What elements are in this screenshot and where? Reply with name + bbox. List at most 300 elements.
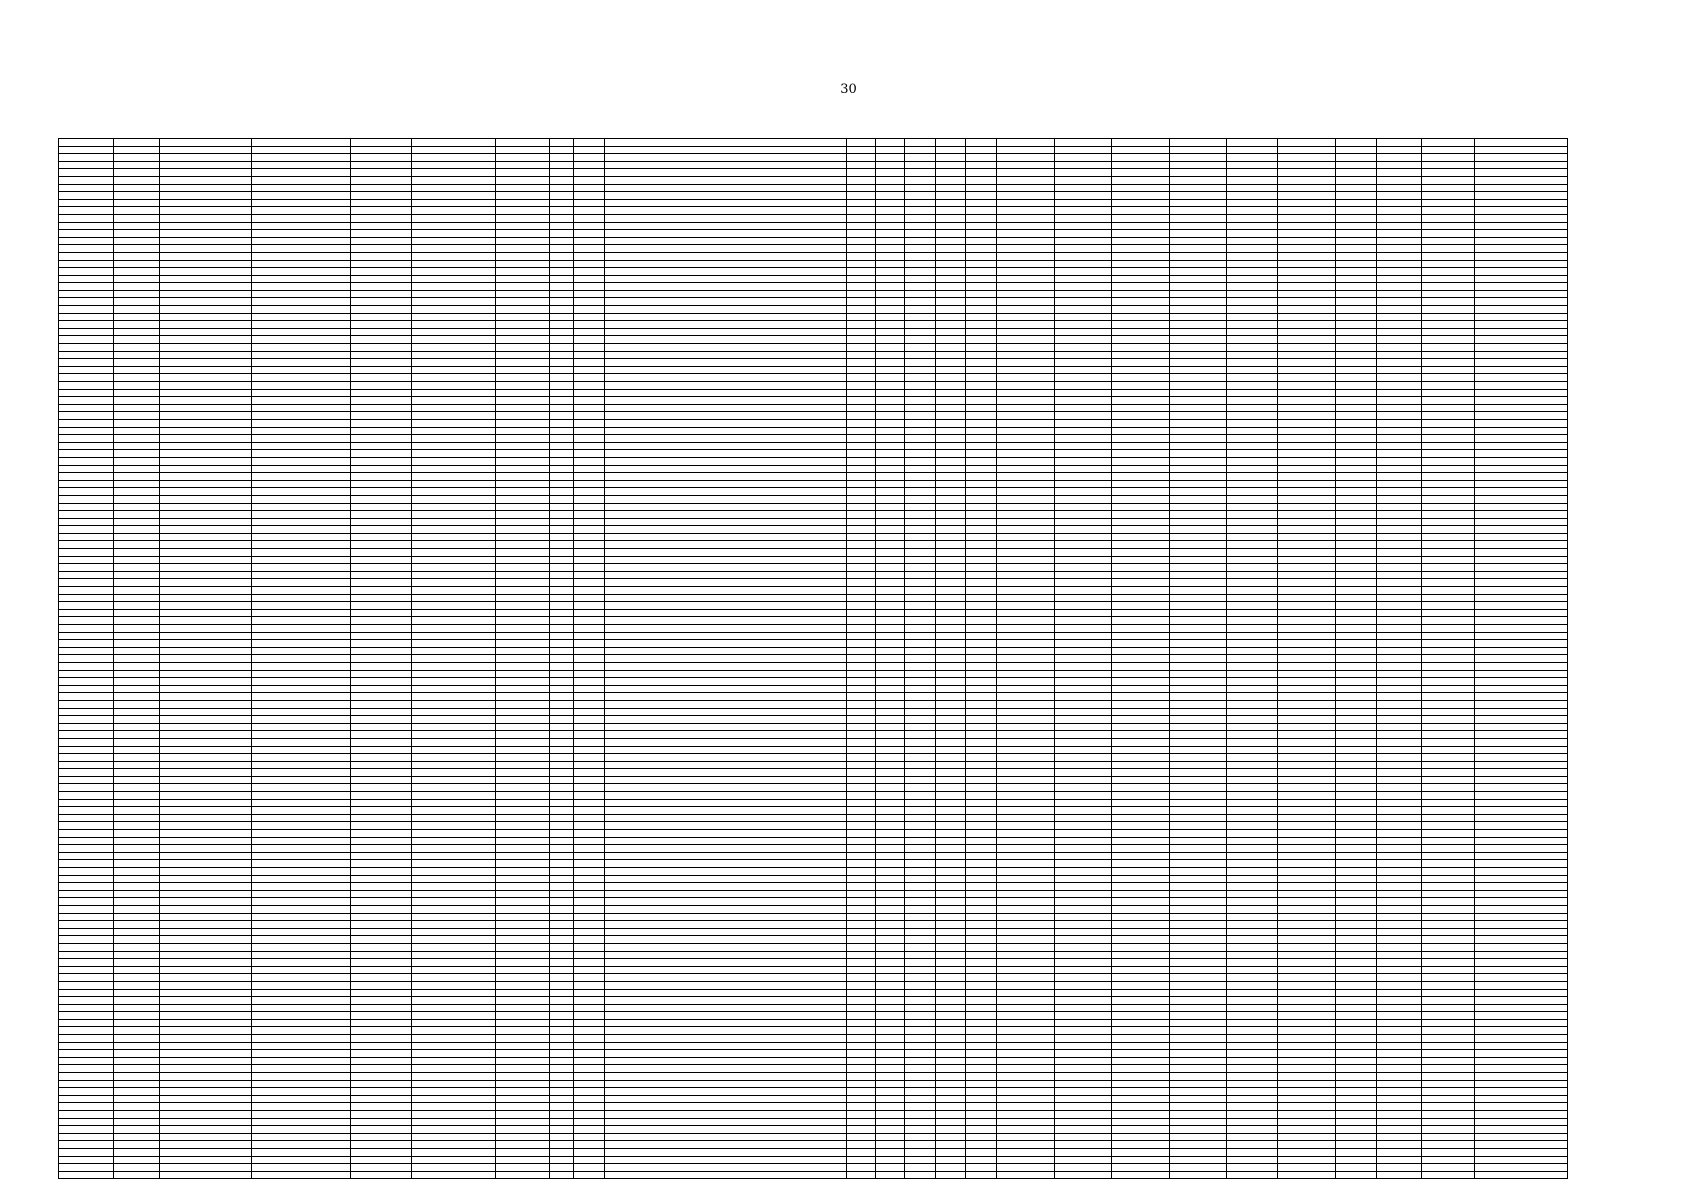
table-cell [876, 518, 905, 526]
table-cell [412, 374, 496, 382]
table-cell [1169, 1042, 1226, 1050]
table-row [59, 139, 1568, 147]
table-cell [876, 890, 905, 898]
table-cell [1278, 913, 1335, 921]
table-cell [1112, 427, 1169, 435]
table-cell [1422, 966, 1475, 974]
table-cell [159, 822, 251, 830]
table-cell [1376, 298, 1421, 306]
table-cell [1422, 1148, 1475, 1156]
table-cell [350, 571, 412, 579]
table-cell [549, 154, 574, 162]
table-cell [1376, 1004, 1421, 1012]
table-cell [1112, 161, 1169, 169]
table-cell [1422, 716, 1475, 724]
table-cell [997, 754, 1054, 762]
table-cell [1227, 503, 1278, 511]
table-cell [904, 161, 935, 169]
table-cell [574, 237, 605, 245]
table-cell [1227, 928, 1278, 936]
table-cell [159, 222, 251, 230]
table-cell [549, 245, 574, 253]
table-cell [904, 769, 935, 777]
table-cell [904, 579, 935, 587]
table-cell [876, 1164, 905, 1172]
table-cell [350, 989, 412, 997]
table-cell [876, 898, 905, 906]
table-cell [1278, 328, 1335, 336]
table-cell [935, 845, 966, 853]
table-cell [1422, 693, 1475, 701]
table-cell [251, 541, 350, 549]
table-cell [1422, 723, 1475, 731]
table-cell [1422, 313, 1475, 321]
table-cell [1112, 594, 1169, 602]
table-row [59, 245, 1568, 253]
table-row [59, 928, 1568, 936]
table-cell [1422, 852, 1475, 860]
table-cell [966, 1004, 997, 1012]
table-cell [935, 1118, 966, 1126]
table-cell [1169, 457, 1226, 465]
table-cell [574, 670, 605, 678]
table-cell [114, 860, 159, 868]
table-cell [1227, 359, 1278, 367]
table-cell [1475, 632, 1568, 640]
table-cell [876, 997, 905, 1005]
table-cell [904, 685, 935, 693]
table-cell [496, 397, 549, 405]
table-cell [1112, 1057, 1169, 1065]
table-cell [1335, 845, 1376, 853]
table-row [59, 283, 1568, 291]
table-cell [1054, 1004, 1111, 1012]
table-cell [1112, 526, 1169, 534]
table-cell [1227, 921, 1278, 929]
table-cell [997, 321, 1054, 329]
table-cell [59, 154, 114, 162]
table-cell [496, 564, 549, 572]
table-cell [1169, 313, 1226, 321]
table-cell [1112, 617, 1169, 625]
table-cell [997, 268, 1054, 276]
table-cell [496, 442, 549, 450]
table-cell [496, 283, 549, 291]
table-cell [1227, 1141, 1278, 1149]
table-cell [350, 207, 412, 215]
table-cell [904, 275, 935, 283]
table-cell [966, 1027, 997, 1035]
table-cell [966, 883, 997, 891]
table-cell [1227, 344, 1278, 352]
table-cell [1376, 161, 1421, 169]
table-cell [1112, 336, 1169, 344]
table-cell [847, 966, 876, 974]
table-cell [966, 328, 997, 336]
table-cell [1335, 382, 1376, 390]
table-cell [1475, 868, 1568, 876]
table-cell [59, 723, 114, 731]
table-cell [1376, 852, 1421, 860]
table-cell [1335, 625, 1376, 633]
table-cell [966, 1111, 997, 1119]
table-cell [251, 769, 350, 777]
table-cell [1376, 214, 1421, 222]
page-number: 30 [840, 82, 857, 97]
table-cell [1169, 1057, 1226, 1065]
table-cell [1112, 1088, 1169, 1096]
table-cell [159, 511, 251, 519]
table-cell [1422, 822, 1475, 830]
table-cell [350, 830, 412, 838]
table-cell [549, 1103, 574, 1111]
table-cell [251, 404, 350, 412]
table-cell [1227, 457, 1278, 465]
table-cell [1422, 450, 1475, 458]
table-cell [1335, 1133, 1376, 1141]
table-cell [549, 1148, 574, 1156]
table-cell [1335, 1073, 1376, 1081]
table-cell [935, 708, 966, 716]
table-cell [1169, 564, 1226, 572]
table-cell [59, 176, 114, 184]
table-cell [350, 769, 412, 777]
table-cell [251, 776, 350, 784]
table-cell [1475, 480, 1568, 488]
table-cell [1054, 336, 1111, 344]
table-cell [904, 465, 935, 473]
table-cell [1112, 1111, 1169, 1119]
table-cell [1422, 1012, 1475, 1020]
table-cell [350, 154, 412, 162]
table-cell [59, 959, 114, 967]
table-cell [876, 807, 905, 815]
table-cell [1054, 685, 1111, 693]
table-cell [574, 230, 605, 238]
table-cell [549, 579, 574, 587]
table-cell [1169, 245, 1226, 253]
table-cell [935, 260, 966, 268]
table-cell [966, 404, 997, 412]
table-cell [549, 397, 574, 405]
table-cell [1475, 678, 1568, 686]
table-cell [159, 435, 251, 443]
table-cell [605, 609, 847, 617]
table-cell [549, 609, 574, 617]
table-cell [1054, 883, 1111, 891]
table-cell [251, 1035, 350, 1043]
table-cell [1054, 700, 1111, 708]
table-cell [847, 169, 876, 177]
table-cell [1422, 222, 1475, 230]
table-cell [935, 1019, 966, 1027]
table-cell [496, 1095, 549, 1103]
table-cell [496, 1019, 549, 1027]
table-cell [1169, 594, 1226, 602]
table-cell [549, 146, 574, 154]
table-cell [159, 1095, 251, 1103]
table-cell [251, 1103, 350, 1111]
table-cell [847, 1095, 876, 1103]
table-cell [1227, 746, 1278, 754]
table-cell [997, 442, 1054, 450]
table-row [59, 769, 1568, 777]
table-cell [1227, 366, 1278, 374]
table-cell [1422, 655, 1475, 663]
table-row [59, 905, 1568, 913]
table-cell [496, 716, 549, 724]
table-cell [966, 913, 997, 921]
table-cell [997, 1080, 1054, 1088]
table-cell [114, 1126, 159, 1134]
table-cell [59, 716, 114, 724]
table-cell [59, 1065, 114, 1073]
table-cell [114, 685, 159, 693]
table-cell [574, 511, 605, 519]
table-cell [935, 685, 966, 693]
table-cell [966, 1088, 997, 1096]
table-cell [1112, 564, 1169, 572]
table-cell [1475, 875, 1568, 883]
table-cell [1169, 655, 1226, 663]
table-cell [59, 435, 114, 443]
table-cell [1335, 989, 1376, 997]
table-cell [997, 792, 1054, 800]
table-cell [412, 792, 496, 800]
table-cell [412, 609, 496, 617]
table-cell [114, 792, 159, 800]
table-cell [1475, 214, 1568, 222]
table-cell [1227, 1156, 1278, 1164]
table-row [59, 435, 1568, 443]
table-cell [114, 921, 159, 929]
table-cell [1422, 868, 1475, 876]
table-cell [114, 632, 159, 640]
table-cell [496, 928, 549, 936]
table-cell [412, 169, 496, 177]
table-cell [1278, 1004, 1335, 1012]
table-cell [549, 427, 574, 435]
table-cell [1422, 184, 1475, 192]
table-cell [496, 359, 549, 367]
table-cell [159, 799, 251, 807]
table-cell [1278, 647, 1335, 655]
table-cell [159, 533, 251, 541]
table-cell [1335, 981, 1376, 989]
table-cell [847, 989, 876, 997]
table-cell [574, 1004, 605, 1012]
table-cell [605, 670, 847, 678]
table-cell [159, 1126, 251, 1134]
table-cell [935, 176, 966, 184]
table-cell [251, 457, 350, 465]
table-cell [350, 837, 412, 845]
table-cell [59, 359, 114, 367]
table-cell [847, 518, 876, 526]
table-cell [159, 769, 251, 777]
table-cell [847, 222, 876, 230]
table-cell [574, 1164, 605, 1172]
table-cell [59, 419, 114, 427]
table-cell [904, 792, 935, 800]
table-cell [1376, 207, 1421, 215]
table-cell [549, 176, 574, 184]
table-cell [496, 989, 549, 997]
table-cell [847, 868, 876, 876]
table-cell [159, 275, 251, 283]
table-cell [997, 290, 1054, 298]
table-cell [1112, 814, 1169, 822]
table-cell [1475, 685, 1568, 693]
table-cell [1376, 1095, 1421, 1103]
table-cell [1054, 1126, 1111, 1134]
table-cell [1169, 609, 1226, 617]
table-cell [350, 442, 412, 450]
table-cell [966, 792, 997, 800]
table-cell [1169, 738, 1226, 746]
table-cell [935, 359, 966, 367]
table-cell [1422, 199, 1475, 207]
table-cell [412, 1057, 496, 1065]
table-cell [1227, 1118, 1278, 1126]
table-cell [876, 427, 905, 435]
table-cell [350, 503, 412, 511]
table-cell [1169, 1141, 1226, 1149]
table-cell [1335, 685, 1376, 693]
table-cell [876, 837, 905, 845]
table-cell [159, 1103, 251, 1111]
table-cell [350, 913, 412, 921]
table-cell [1422, 154, 1475, 162]
table-cell [1278, 427, 1335, 435]
table-cell [1169, 1080, 1226, 1088]
table-cell [251, 366, 350, 374]
table-cell [605, 374, 847, 382]
table-cell [574, 845, 605, 853]
table-cell [1054, 397, 1111, 405]
table-cell [1278, 549, 1335, 557]
table-cell [1169, 1065, 1226, 1073]
table-cell [59, 511, 114, 519]
table-row [59, 328, 1568, 336]
table-cell [605, 146, 847, 154]
table-cell [1227, 814, 1278, 822]
table-cell [1278, 1103, 1335, 1111]
table-cell [997, 594, 1054, 602]
table-row [59, 450, 1568, 458]
table-cell [1376, 822, 1421, 830]
table-cell [966, 602, 997, 610]
table-cell [574, 306, 605, 314]
table-cell [350, 974, 412, 982]
table-cell [59, 442, 114, 450]
table-cell [159, 488, 251, 496]
table-cell [412, 450, 496, 458]
table-cell [1422, 298, 1475, 306]
table-cell [549, 184, 574, 192]
table-cell [847, 427, 876, 435]
table-cell [847, 488, 876, 496]
table-row [59, 1019, 1568, 1027]
table-cell [966, 457, 997, 465]
table-cell [159, 807, 251, 815]
table-cell [574, 890, 605, 898]
table-cell [1169, 480, 1226, 488]
table-cell [159, 1088, 251, 1096]
table-cell [876, 700, 905, 708]
table-cell [1475, 1171, 1568, 1179]
table-cell [605, 283, 847, 291]
table-cell [935, 298, 966, 306]
table-cell [1278, 723, 1335, 731]
table-cell [549, 465, 574, 473]
table-cell [1422, 275, 1475, 283]
table-cell [159, 336, 251, 344]
table-cell [59, 936, 114, 944]
table-cell [59, 981, 114, 989]
table-cell [876, 184, 905, 192]
table-cell [1112, 473, 1169, 481]
table-cell [412, 336, 496, 344]
table-cell [1335, 397, 1376, 405]
table-cell [1475, 943, 1568, 951]
table-cell [1422, 549, 1475, 557]
table-cell [1278, 868, 1335, 876]
table-cell [549, 192, 574, 200]
table-cell [412, 761, 496, 769]
table-cell [904, 761, 935, 769]
table-cell [904, 1088, 935, 1096]
table-cell [114, 905, 159, 913]
table-cell [59, 1156, 114, 1164]
table-cell [159, 298, 251, 306]
table-cell [59, 890, 114, 898]
table-cell [1169, 533, 1226, 541]
table-cell [159, 852, 251, 860]
table-cell [1335, 1019, 1376, 1027]
table-cell [350, 951, 412, 959]
table-cell [496, 1171, 549, 1179]
table-cell [1169, 913, 1226, 921]
table-cell [1112, 1148, 1169, 1156]
table-cell [251, 746, 350, 754]
table-cell [1054, 1118, 1111, 1126]
table-cell [904, 913, 935, 921]
table-cell [904, 625, 935, 633]
table-cell [350, 1027, 412, 1035]
table-cell [574, 807, 605, 815]
table-cell [251, 807, 350, 815]
table-cell [574, 693, 605, 701]
table-cell [1112, 640, 1169, 648]
table-cell [997, 457, 1054, 465]
table-cell [549, 632, 574, 640]
table-cell [412, 617, 496, 625]
table-cell [549, 731, 574, 739]
table-cell [114, 1012, 159, 1020]
table-cell [1278, 662, 1335, 670]
table-cell [1054, 199, 1111, 207]
table-cell [1112, 1141, 1169, 1149]
table-cell [904, 480, 935, 488]
table-row [59, 533, 1568, 541]
table-cell [159, 951, 251, 959]
table-cell [350, 1035, 412, 1043]
table-cell [904, 450, 935, 458]
table-cell [1112, 1027, 1169, 1035]
table-cell [1112, 268, 1169, 276]
table-cell [997, 776, 1054, 784]
